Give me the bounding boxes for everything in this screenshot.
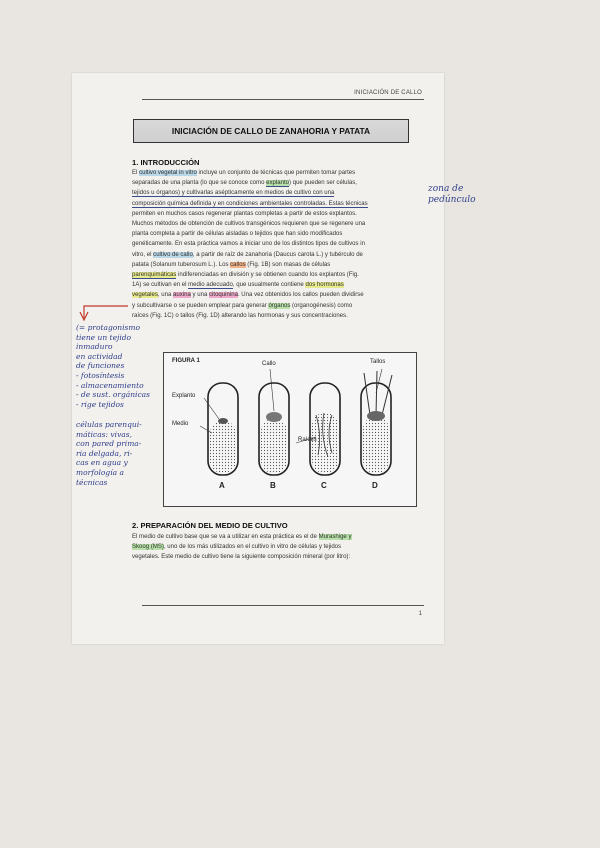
tube-letter-c: C xyxy=(321,481,327,490)
intro-paragraph xyxy=(132,168,422,321)
tube-letter-d: D xyxy=(372,481,378,490)
label-raices: Raíces xyxy=(298,437,317,443)
title-box xyxy=(133,119,409,143)
tube-d xyxy=(361,371,392,475)
highlight-cultivo-vegetal: cultivo vegetal in vitro xyxy=(139,170,197,176)
header-rule xyxy=(142,99,424,100)
text-line: composición química definida y en condiciones ambientales controladas. Estas técnicas xyxy=(132,200,368,207)
label-explanto: Explanto xyxy=(172,393,196,399)
handwritten-note-right: zona de pedúnculo xyxy=(428,184,476,205)
label-callo: Callo xyxy=(262,361,276,367)
text-line: vegetales. Este medio de cultivo tiene la siguiente composición mineral (por litro): xyxy=(132,554,351,561)
highlight-dos-hormonas: dos hormonas xyxy=(305,282,344,289)
highlight-citoquinina: citoquinina xyxy=(209,292,238,299)
tube-letter-b: B xyxy=(270,481,276,490)
tube-a xyxy=(208,383,238,475)
highlight-explanto: explanto xyxy=(266,180,290,187)
text-line: Skoog (MS), uno de los más utilizados en el cultivo in vitro de células y tejidos xyxy=(132,544,342,551)
text-line: El cultivo vegetal in vitro incluye un conjunto de técnicas que permiten tomar partes xyxy=(132,170,356,176)
text-line: 1A) se cultivan en el medio adecuado, que usualmente contiene dos hormonas xyxy=(132,282,344,289)
text-line: y subcultivarse o se pueden emplear para generar órganos (organogénesis) como xyxy=(132,302,353,309)
text-line: genéticamente. En esta práctica vamos a iniciar uno de los distintos tipos de cultivos in xyxy=(132,241,365,248)
label-tallos: Tallos xyxy=(370,359,386,365)
highlight-murashige: Murashige y xyxy=(318,534,352,540)
highlight-organos: órganos xyxy=(268,302,291,309)
tube-letter-a: A xyxy=(219,481,225,490)
test-tubes-illustration xyxy=(164,353,416,506)
label-medio: Medio xyxy=(172,421,189,427)
text-line: parenquimáticas indiferenciadas en división y se obtienen cuando los explantos (Fig. xyxy=(132,272,359,279)
section-heading-introduccion: 1. INTRODUCCIÓN xyxy=(132,158,200,167)
text-line: separadas de una planta (lo que se conoce como explanto) que pueden ser células, xyxy=(132,180,357,187)
highlight-parenquimaticas: parenquimáticas xyxy=(132,272,177,279)
highlight-auxina: auxina xyxy=(173,292,191,299)
figure-1 xyxy=(163,352,417,507)
highlight-skoog: Skoog (MS) xyxy=(132,544,164,551)
tube-b xyxy=(259,383,289,475)
text-line: planta completa a partir de células aisladas o tejidos que han sido modificados xyxy=(132,231,343,238)
medium-paragraph xyxy=(132,532,422,563)
text-line: Muchos métodos de obtención de cultivos transgénicos requieren que se regenere una xyxy=(132,221,366,228)
text-line: raíces (Fig. 1C) o tallos (Fig. 1D) alterando las hormonas y sus concentraciones. xyxy=(132,312,348,319)
text-line: tejidos u órganos) y cultivarlas asépticamente en medios de cultivo con una xyxy=(132,190,335,197)
section-heading-preparacion: 2. PREPARACIÓN DEL MEDIO DE CULTIVO xyxy=(132,521,288,530)
handwritten-note-left-2: células parenqui- máticas: vivas, con pared prima- ria delgada, ri- cas en agua y morfología a técnicas xyxy=(76,420,142,487)
text-line: patata (Solanum tuberosum L.). Los callos (Fig. 1B) son masas de células xyxy=(132,261,331,268)
text-line: vegetales, una auxina y una citoquinina. Una vez obtenidos los callos pueden dividirse xyxy=(132,292,364,299)
footer-rule xyxy=(142,605,424,606)
text-line: permiten en muchos casos regenerar plantas completas a partir de estos explantos. xyxy=(132,210,357,217)
page-number: 1 xyxy=(418,611,422,617)
text-line: vitro, el cultivo de callo, a partir de raíz de zanahoria (Daucus carota L.) y tubérculo de xyxy=(132,251,363,258)
underline-medio-adecuado: medio adecuado xyxy=(188,282,233,289)
tube-c xyxy=(310,383,340,475)
highlight-vegetales: vegetales xyxy=(132,292,158,299)
header-section-label: INICIACIÓN DE CALLO xyxy=(354,90,422,96)
page-title: INICIACIÓN DE CALLO DE ZANAHORIA Y PATATA xyxy=(171,126,371,136)
handwritten-note-left-1: (= protagonismo tiene un tejido inmaduro en actividad de funciones - fotosíntesis - almacenamiento - de sust. orgánicas - rige tejidos xyxy=(76,323,150,409)
text-line: El medio de cultivo base que se va a utilizar en esta práctica es el de Murashige y xyxy=(132,534,352,540)
highlight-cultivo-de-callo: cultivo de callo xyxy=(153,251,193,258)
highlight-callos: callos xyxy=(230,261,246,268)
figure-label: FIGURA 1 xyxy=(172,358,200,364)
